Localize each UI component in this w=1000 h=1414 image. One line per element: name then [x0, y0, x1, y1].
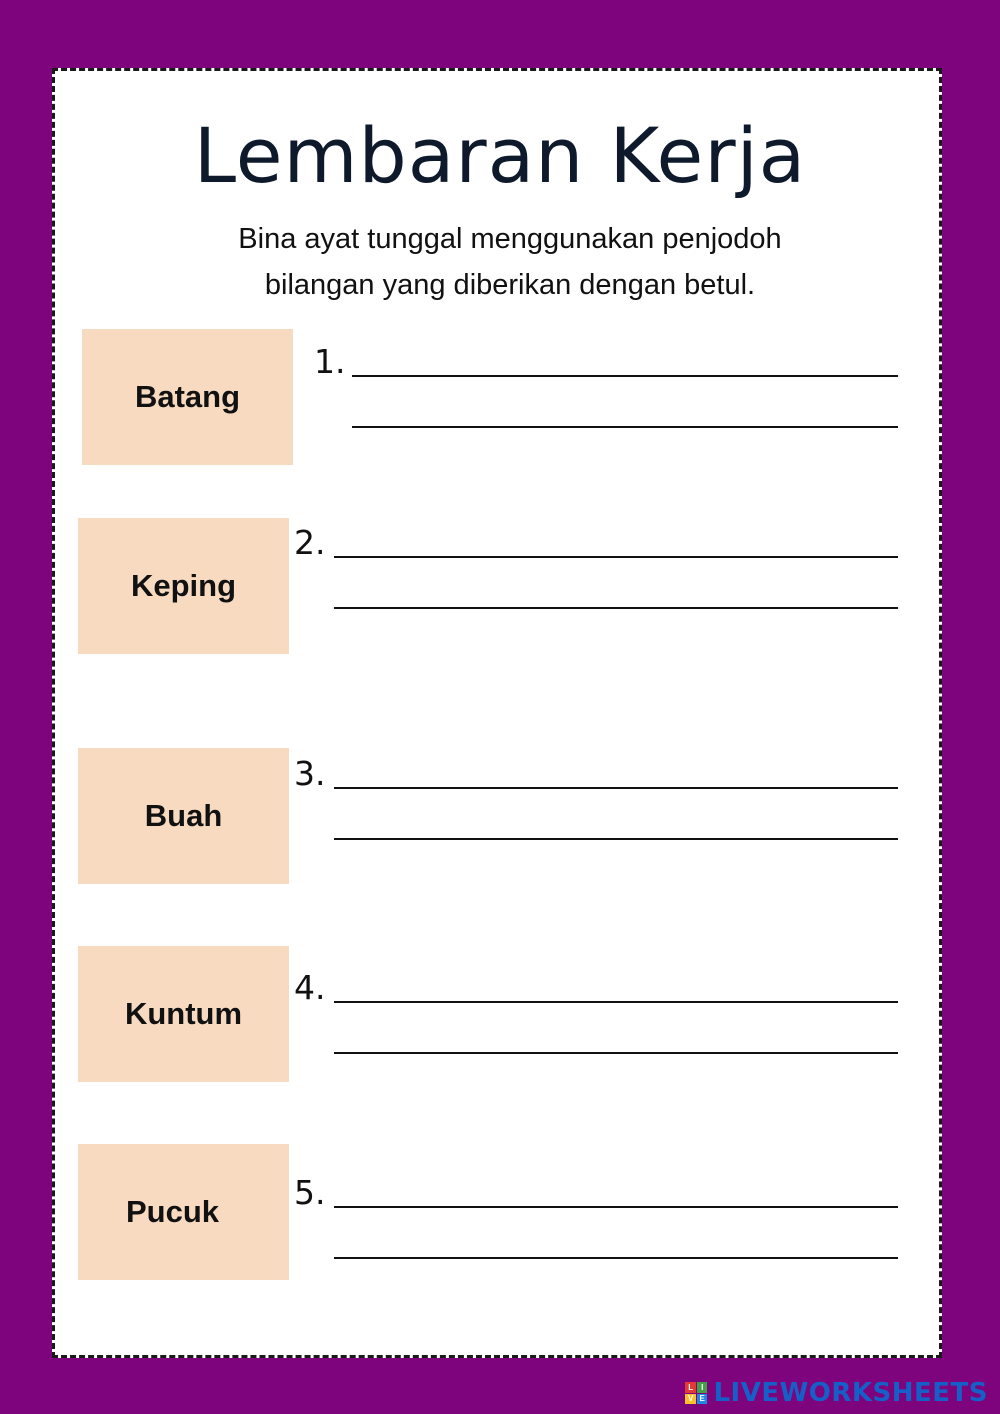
item-number-5: 5.: [294, 1173, 326, 1212]
instruction-line-1: Bina ayat tunggal menggunakan penjodoh: [238, 223, 782, 255]
instruction-line-2: bilangan yang diberikan dengan betul.: [264, 269, 756, 301]
item-number-4: 4.: [294, 968, 326, 1007]
word-box-4: [78, 946, 289, 1082]
watermark-text: LIVEWORKSHEETS: [713, 1378, 988, 1408]
item-number-2: 2.: [294, 523, 326, 562]
word-label: Pucuk: [126, 1194, 220, 1229]
word-label: Buah: [144, 798, 223, 833]
word-label: Batang: [134, 379, 241, 414]
word-label: Keping: [130, 568, 237, 603]
page-title: Lembaran Kerja: [193, 111, 807, 200]
word-label: Kuntum: [124, 996, 243, 1031]
word-box-5: [78, 1144, 289, 1280]
word-box-3: [78, 748, 289, 884]
answer-line-4a[interactable]: [334, 1001, 898, 1003]
word-box-1: [82, 329, 293, 465]
item-number-3: 3.: [294, 754, 326, 793]
liveworksheets-logo-icon: L I V E: [685, 1382, 707, 1404]
answer-line-3b[interactable]: [334, 838, 898, 840]
answer-line-1a[interactable]: [352, 375, 898, 377]
answer-line-2b[interactable]: [334, 607, 898, 609]
instructions: [170, 216, 850, 308]
word-box-2: [78, 518, 289, 654]
answer-line-4b[interactable]: [334, 1052, 898, 1054]
item-number-1: 1.: [314, 342, 346, 381]
answer-line-2a[interactable]: [334, 556, 898, 558]
answer-line-5a[interactable]: [334, 1206, 898, 1208]
answer-line-3a[interactable]: [334, 787, 898, 789]
answer-line-5b[interactable]: [334, 1257, 898, 1259]
liveworksheets-watermark: [685, 1378, 988, 1408]
answer-line-1b[interactable]: [352, 426, 898, 428]
